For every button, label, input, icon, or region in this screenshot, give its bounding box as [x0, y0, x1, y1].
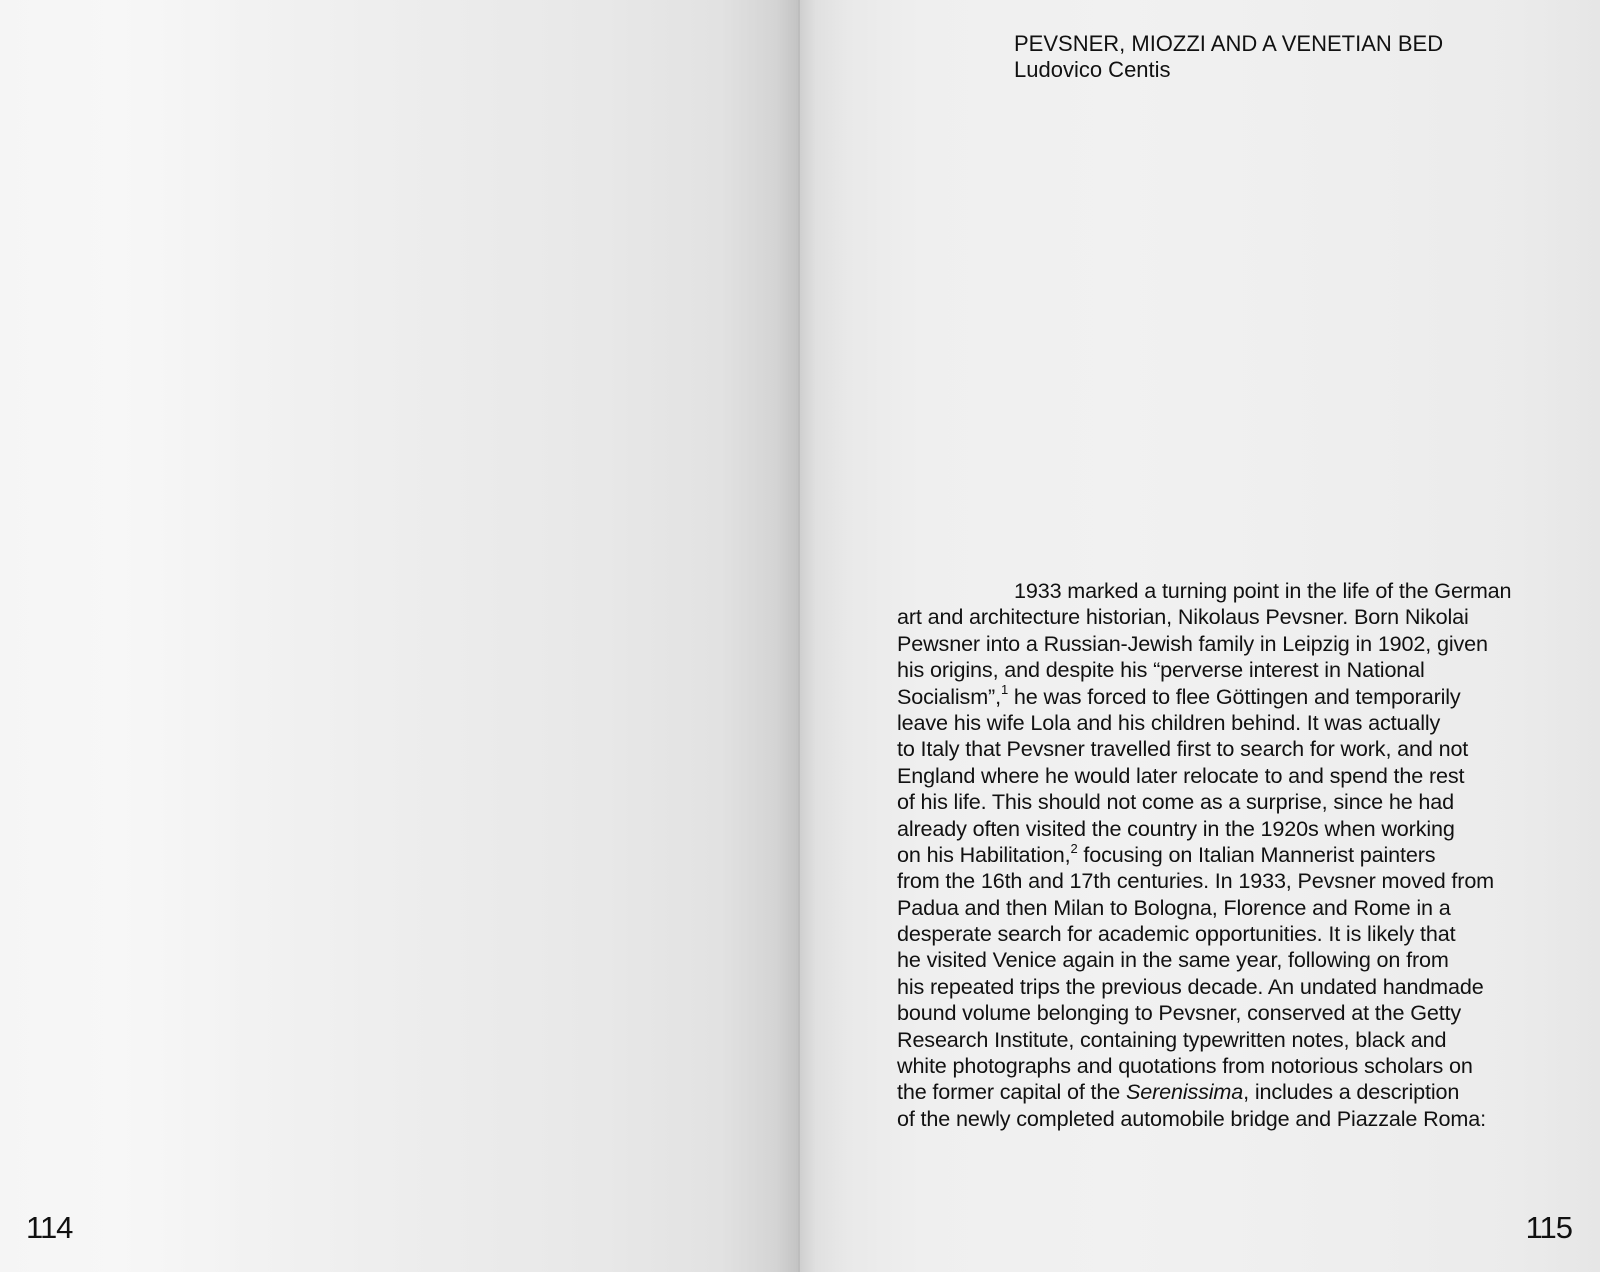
body-line: to Italy that Pevsner travelled first to search for work, and not — [897, 736, 1469, 762]
body-line: white photographs and quotations from notorious scholars on — [897, 1053, 1473, 1079]
body-line: he visited Venice again in the same year, following on from — [897, 947, 1449, 973]
right-page — [800, 0, 1600, 1272]
footnote-marker: 2 — [1070, 840, 1078, 856]
page-number-left: 114 — [26, 1210, 73, 1245]
body-line: 1933 marked a turning point in the life of the German — [1014, 578, 1512, 603]
chapter-author: Ludovico Centis — [1014, 57, 1171, 82]
chapter-title: PEVSNER, MIOZZI AND A VENETIAN BED — [1014, 31, 1444, 56]
body-line: from the 16th and 17th centuries. In 1933, Pevsner moved from — [897, 868, 1495, 894]
footnote-marker: 1 — [1000, 682, 1009, 698]
body-line: art and architecture historian, Nikolaus Pevsner. Born Nikolai — [897, 604, 1469, 630]
italic-term: Serenissima — [1125, 1079, 1244, 1105]
chapter-header — [1014, 31, 1443, 83]
body-line: his origins, and despite his “perverse interest in National — [897, 657, 1425, 683]
body-line: Padua and then Milan to Bologna, Florence and Rome in a — [897, 894, 1451, 920]
body-line: his repeated trips the previous decade. An undated handmade — [897, 973, 1484, 999]
body-line: England where he would later relocate to and spend the rest — [897, 762, 1465, 788]
body-line: of the newly completed automobile bridge and Piazzale Roma: — [897, 1105, 1486, 1131]
body-line: Pewsner into a Russian-Jewish family in Leipzig in 1902, given — [897, 630, 1488, 656]
page-number-right: 115 — [1525, 1210, 1572, 1245]
body-line: of his life. This should not come as a surprise, since he had — [897, 789, 1454, 815]
body-line: the former capital of the Serenissima, includes a description — [897, 1079, 1460, 1105]
body-line: already often visited the country in the 1920s when working — [897, 815, 1455, 841]
body-line: leave his wife Lola and his children behind. It was actually — [897, 709, 1441, 735]
body-paragraph — [897, 578, 1511, 1132]
body-line: on his Habilitation,$^2$ focusing on Italian Mannerist painters — [897, 840, 1436, 867]
body-line: Research Institute, containing typewritten notes, black and — [897, 1026, 1447, 1052]
body-line: bound volume belonging to Pevsner, conserved at the Getty — [897, 1000, 1462, 1026]
body-line: Socialism”,$^1$ he was forced to flee Göttingen and temporarily — [897, 682, 1461, 709]
body-line: desperate search for academic opportunities. It is likely that — [897, 921, 1456, 947]
